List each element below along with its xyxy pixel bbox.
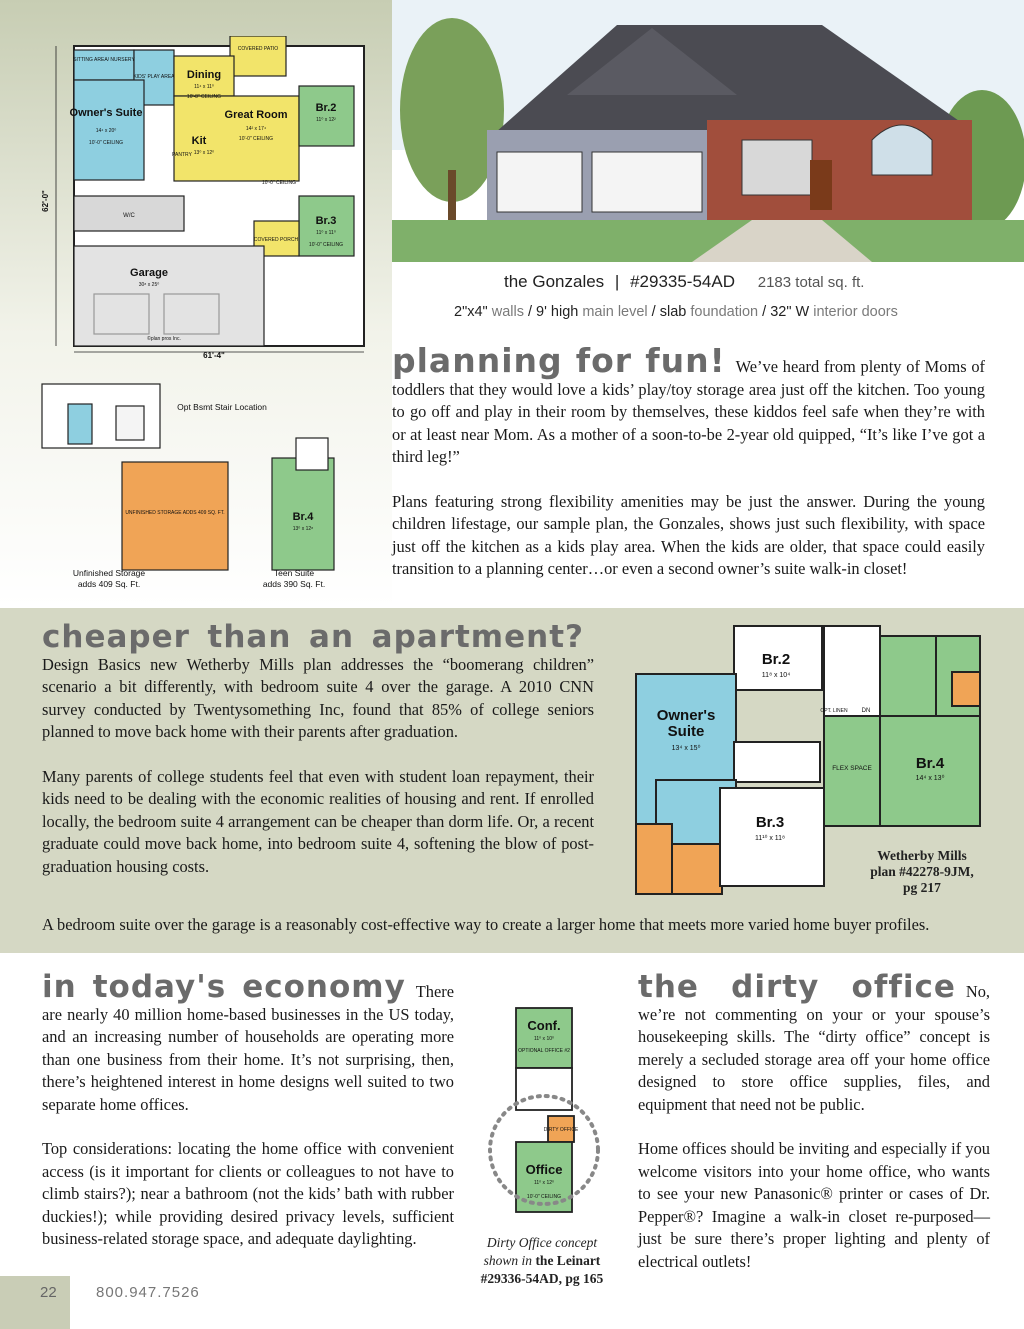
svg-text:Great Room: Great Room: [224, 109, 288, 121]
svg-text:Br.2: Br.2: [761, 651, 791, 668]
svg-text:Conf.: Conf.: [527, 1018, 561, 1033]
svg-text:14⁴ x 20⁰: 14⁴ x 20⁰: [95, 128, 117, 134]
svg-text:©plan pros Inc.: ©plan pros Inc.: [147, 336, 181, 342]
svg-text:Owner's Suite: Owner's Suite: [69, 107, 143, 119]
spec-value: 9' high: [536, 304, 579, 320]
garage-room: [74, 246, 264, 346]
plan-title-line: [504, 272, 944, 292]
svg-text:PANTRY: PANTRY: [172, 152, 192, 158]
svg-text:Opt Bsmt Stair Location: Opt Bsmt Stair Location: [177, 402, 267, 412]
svg-text:10'-0" CEILING: 10'-0" CEILING: [261, 180, 297, 186]
spec-label: walls: [487, 304, 524, 320]
svg-text:14² x 17⁴: 14² x 17⁴: [245, 126, 267, 132]
economy-paragraph-1: There are nearly 40 million home-based businesses in the US today, and an increasing number of households are operating more than one business from their home. It’s not surprising, then, there’s heightened interest in home designs well suited to two separate home offices.: [42, 982, 454, 1114]
storage-room: [122, 462, 228, 570]
svg-text:11⁰ x 11⁰: 11⁰ x 11⁰: [316, 230, 336, 236]
svg-text:30⁸ x 25⁰: 30⁸ x 25⁰: [138, 282, 160, 288]
wetherby-caption-line-1: Wetherby Mills: [877, 848, 967, 863]
spec-label: foundation: [686, 304, 759, 320]
svg-text:62'-0": 62'-0": [41, 190, 50, 212]
dirty-caption-line-1: Dirty Office concept: [486, 1235, 598, 1250]
plan-name: the Gonzales: [504, 272, 605, 291]
plan-divider: |: [614, 272, 620, 291]
option-plans: [38, 378, 370, 600]
spec-label: interior doors: [809, 304, 898, 320]
sitting-area-room: [74, 50, 134, 80]
cheaper-paragraph-1: Design Basics new Wetherby Mills plan addresses the “boomerang children” scenario a bit differently, with bedroom suite 4 over the garage. A 2010 CNN survey conducted by Twentysomething Inc, found that 85% of college seniors planned to move back home with their parents after graduation.: [42, 654, 594, 741]
svg-text:W/C: W/C: [123, 213, 135, 219]
section-todays-economy: [42, 969, 454, 1251]
svg-text:Kit: Kit: [191, 135, 207, 147]
svg-text:11⁰ x 12²: 11⁰ x 12²: [316, 117, 336, 123]
svg-text:10'-0" CEILING: 10'-0" CEILING: [88, 140, 124, 146]
planning-paragraph-1: We’ve heard from plenty of Moms of toddlers that they would love a kids’ play/toy storage area just off the kitchen. Too young to go off and play in their room by themselves, these kiddos feel safe when they’re with or at least near Mom. As a mother of a soon-to-be 2-year old quipped, “It’s like I’ve got a third leg!”: [392, 357, 985, 466]
cheaper-headline: cheaper than an apartment?: [42, 619, 584, 655]
svg-text:Br.3: Br.3: [755, 814, 785, 831]
wetherby-caption: [852, 848, 992, 896]
dirty-caption-line-2a: shown in: [483, 1253, 536, 1268]
svg-text:61'-4": 61'-4": [203, 351, 225, 360]
spec-label: main level: [578, 304, 648, 320]
svg-text:11⁴ x 11⁰: 11⁴ x 11⁰: [194, 84, 214, 90]
section-cheaper-than-apartment: [42, 619, 594, 878]
dirty-office-caption: [462, 1234, 622, 1288]
cheaper-paragraph-2: Many parents of college students feel that even with student loan repayment, their kids need to be dealing with the economic realities of housing and rent. If enrolled locally, the bedroom suite 4 arrangement can be cheaper than dorm life. Or, a recent graduate could move back home, into bedroom suite 4, softening the blow of post-graduation housing costs.: [42, 766, 594, 876]
spec-separator: /: [523, 304, 537, 320]
svg-text:14⁴ x 13⁰: 14⁴ x 13⁰: [915, 775, 945, 782]
garage-door-2: [592, 152, 702, 212]
svg-text:13⁴ x 15⁰: 13⁴ x 15⁰: [671, 745, 701, 752]
plan-sqft: 2183 total sq. ft.: [757, 274, 865, 291]
svg-text:Br.3: Br.3: [315, 215, 337, 227]
svg-text:Br.4: Br.4: [915, 755, 945, 772]
svg-text:COVERED PATIO: COVERED PATIO: [237, 46, 279, 52]
plan-specs-line: [454, 304, 974, 320]
svg-text:DN: DN: [861, 708, 871, 714]
plan-number: #29335-54AD: [630, 272, 735, 291]
dirty-office-plan: [478, 1004, 618, 1234]
svg-text:OPT. LINEN: OPT. LINEN: [820, 708, 848, 714]
gonzales-floor-plan: [34, 36, 374, 366]
garage-door-1: [497, 152, 582, 212]
svg-text:Dining: Dining: [186, 69, 222, 81]
svg-text:10'-0" CEILING: 10'-0" CEILING: [238, 136, 274, 142]
svg-text:KIDS' PLAY AREA: KIDS' PLAY AREA: [133, 74, 175, 80]
svg-text:FLEX SPACE: FLEX SPACE: [832, 765, 872, 772]
cheaper-paragraph-3: A bedroom suite over the garage is a reasonably cost-effective way to create a larger home that meets more varied home buyer profiles.: [42, 915, 930, 934]
dirty-office-paragraph-2: Home offices should be inviting and especially if you welcome visitors into your home office, who wants to see your new Panasonic® printer or cases of Dr. Pepper®? Imagine a walk-in closet re-purposed—just be sure there’s proper lighting and plenty of electrical outlets!: [638, 1139, 990, 1271]
section-planning-for-fun: [392, 341, 985, 581]
svg-text:UNFINISHED STORAGE ADDS 409 SQ: UNFINISHED STORAGE ADDS 409 SQ. FT.: [125, 510, 225, 516]
svg-text:Br.4: Br.4: [292, 511, 314, 523]
svg-text:11⁸ x 10⁴: 11⁸ x 10⁴: [761, 672, 791, 679]
svg-text:DIRTY OFFICE: DIRTY OFFICE: [543, 1127, 579, 1133]
economy-paragraph-2: Top considerations: locating the home office with convenient access (is it important for clients or colleagues to not have to climb stairs?); near a bathroom (not the kids’ bath with rubber duckies!); while providing desired privacy levels, sufficient business-related storage space, and adequate daylighting.: [42, 1139, 454, 1248]
svg-text:SITTING AREA/ NURSERY: SITTING AREA/ NURSERY: [73, 57, 135, 63]
wetherby-caption-line-3: pg 217: [903, 880, 941, 895]
section-dirty-office: [638, 969, 990, 1273]
svg-text:OPTIONAL OFFICE #2: OPTIONAL OFFICE #2: [518, 1048, 570, 1054]
br2-room: [299, 86, 354, 146]
svg-text:10'-0" CEILING: 10'-0" CEILING: [526, 1194, 562, 1200]
economy-headline: in today's economy: [42, 969, 406, 1005]
svg-text:Teen Suite: Teen Suite: [273, 568, 315, 578]
svg-text:11⁰ x 10⁰: 11⁰ x 10⁰: [533, 1036, 555, 1042]
dirty-caption-line-2b: the Leinart: [535, 1253, 601, 1268]
dirty-office-paragraph-1: No, we’re not commenting on your or your spouse’s housekeeping skills. The “dirty office” concept is merely a secluded storage area off your home office designed to store office supplies, files, and equipment that need not be public.: [638, 982, 990, 1114]
svg-text:11⁰ x 12⁰: 11⁰ x 12⁰: [533, 1180, 555, 1186]
svg-text:COVERED PORCH: COVERED PORCH: [253, 237, 299, 243]
svg-text:10'-8" CEILING: 10'-8" CEILING: [186, 94, 222, 100]
svg-text:Br.2: Br.2: [315, 102, 337, 114]
planning-paragraph-2: Plans featuring strong flexibility amenities may be just the answer. During the young children lifestage, our sample plan, the Gonzales, shows just such flexibility, with space just off the kitchen as a kids play area. When the kids are older, that space could easily transition to a planning center…or even a second owner’s suite walk-in closet!: [392, 491, 985, 578]
svg-text:Suite: Suite: [667, 723, 705, 740]
svg-text:11¹⁰ x 11⁸: 11¹⁰ x 11⁸: [754, 835, 786, 842]
planning-for-fun-headline: planning for fun!: [392, 341, 726, 380]
svg-text:13⁰ x 12⁰: 13⁰ x 12⁰: [193, 150, 215, 156]
svg-text:13⁰ x 12⁸: 13⁰ x 12⁸: [292, 526, 314, 532]
phone-number: 800.947.7526: [96, 1284, 200, 1301]
svg-text:Garage: Garage: [130, 267, 168, 279]
arched-window: [872, 125, 932, 175]
footer-page-tab: [0, 1276, 70, 1329]
front-door: [810, 160, 832, 210]
wetherby-caption-line-2: plan #42278-9JM,: [870, 864, 974, 879]
svg-text:Owner's: Owner's: [656, 707, 716, 724]
spec-separator: /: [758, 304, 771, 320]
spec-value: 32" W: [770, 304, 810, 320]
dirty-caption-line-3: #29336-54AD, pg 165: [480, 1271, 604, 1286]
dirty-office-headline: the dirty office: [638, 969, 956, 1005]
page-number: 22: [40, 1284, 57, 1301]
spec-value: 2"x4": [454, 304, 488, 320]
patio-area: [230, 36, 286, 76]
svg-text:10'-0" CEILING: 10'-0" CEILING: [308, 242, 344, 248]
spec-separator: /: [647, 304, 660, 320]
house-rendering-image: [392, 0, 1024, 262]
svg-text:adds 409 Sq. Ft.: adds 409 Sq. Ft.: [77, 579, 141, 589]
svg-text:Office: Office: [525, 1162, 563, 1177]
svg-text:adds 390 Sq. Ft.: adds 390 Sq. Ft.: [262, 579, 326, 589]
svg-text:Unfinished Storage: Unfinished Storage: [72, 568, 146, 578]
spec-value: slab: [659, 304, 687, 320]
